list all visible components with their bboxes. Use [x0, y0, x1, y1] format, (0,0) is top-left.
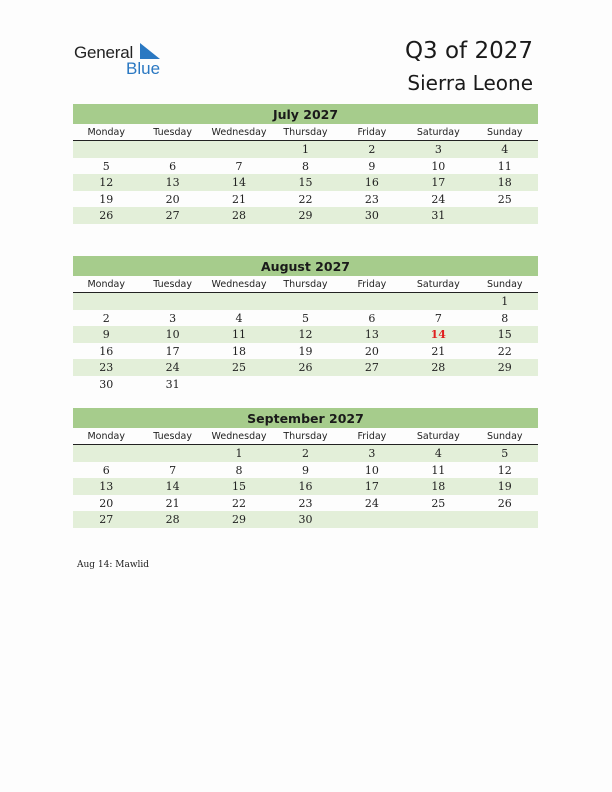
weekday-label: Sunday: [486, 279, 523, 290]
day-cell: [206, 293, 272, 310]
day-cell: 5: [102, 159, 110, 173]
day-cell: 25: [431, 496, 446, 510]
weekday-label: Thursday: [283, 279, 328, 290]
weekday-label: Wednesday: [211, 431, 267, 442]
month-title: July 2027: [73, 104, 538, 124]
day-cell: 29: [497, 361, 512, 374]
day-cell: 28: [165, 513, 180, 526]
day-cell: 16: [99, 344, 114, 358]
day-cell: 26: [497, 496, 512, 510]
month-calendar: [73, 256, 538, 392]
weekday-label: Wednesday: [211, 279, 267, 290]
day-cell: [339, 293, 405, 310]
day-cell: 4: [434, 447, 442, 460]
day-cell: 16: [298, 480, 313, 493]
weekday-label: Monday: [87, 279, 125, 290]
day-cell: 5: [301, 311, 309, 325]
day-cell: 11: [431, 463, 446, 477]
week-row: [73, 310, 538, 327]
weekday-header-row: [73, 124, 538, 141]
day-cell: 12: [497, 463, 512, 477]
day-cell: 21: [431, 344, 446, 358]
month-calendar: [73, 408, 538, 528]
week-row: [73, 158, 538, 175]
day-cell: [73, 293, 139, 310]
day-cell: 18: [232, 344, 247, 358]
weekday-label: Tuesday: [153, 279, 192, 290]
day-cell: [339, 376, 405, 393]
weekday-label: Wednesday: [211, 127, 267, 138]
day-cell: 7: [235, 159, 243, 173]
holiday-note: Aug 14: Mawlid: [77, 560, 150, 570]
day-cell: [139, 141, 205, 158]
day-cell: 19: [497, 480, 512, 493]
week-row: [73, 174, 538, 191]
day-cell: 13: [99, 480, 114, 493]
month-title: August 2027: [73, 256, 538, 276]
day-cell: 30: [298, 513, 313, 526]
day-cell: 28: [232, 209, 247, 222]
day-cell: 20: [165, 192, 180, 206]
day-cell: 7: [434, 311, 442, 325]
day-cell: 17: [431, 176, 446, 189]
day-cell: 18: [497, 176, 512, 189]
page-title: Q3 of 2027: [404, 38, 533, 64]
day-cell: 11: [232, 328, 247, 341]
day-cell: [206, 376, 272, 393]
day-cell: 9: [368, 159, 376, 173]
day-cell: 19: [99, 192, 114, 206]
day-cell: 11: [497, 159, 512, 173]
day-cell: 31: [165, 377, 180, 391]
day-cell: 27: [364, 361, 379, 374]
weekday-label: Tuesday: [153, 431, 192, 442]
weekday-label: Friday: [357, 279, 387, 290]
day-cell: 23: [364, 192, 379, 206]
weekday-label: Friday: [357, 127, 387, 138]
day-cell: 1: [501, 295, 509, 308]
day-cell: 13: [165, 176, 180, 189]
day-cell: 20: [364, 344, 379, 358]
brand-logo: [74, 43, 174, 79]
holiday-day-cell: 14: [430, 328, 446, 341]
country-name: Sierra Leone: [407, 71, 533, 95]
day-cell: 24: [165, 361, 180, 374]
day-cell: 10: [364, 463, 379, 477]
month-title: September 2027: [73, 408, 538, 428]
day-cell: 3: [169, 311, 177, 325]
weekday-label: Sunday: [486, 127, 523, 138]
day-cell: [139, 445, 205, 462]
day-cell: 10: [165, 328, 180, 341]
day-cell: 9: [102, 328, 110, 341]
weekday-label: Saturday: [416, 279, 460, 290]
weekday-label: Monday: [87, 127, 125, 138]
week-row: [73, 207, 538, 224]
day-cell: 18: [431, 480, 446, 493]
day-cell: 25: [497, 192, 512, 206]
day-cell: 2: [102, 311, 110, 325]
day-cell: 26: [99, 209, 114, 222]
month-calendar: [73, 104, 538, 224]
day-cell: 8: [235, 463, 243, 477]
day-cell: [405, 293, 471, 310]
day-cell: [272, 293, 338, 310]
day-cell: 25: [232, 361, 247, 374]
day-cell: 8: [501, 311, 509, 325]
day-cell: 22: [497, 344, 512, 358]
week-row: [73, 326, 538, 343]
day-cell: 31: [431, 209, 446, 222]
week-row: [73, 359, 538, 376]
weekday-label: Saturday: [416, 127, 460, 138]
weekday-header-row: [73, 428, 538, 445]
day-cell: 2: [301, 447, 309, 460]
weekday-label: Friday: [357, 431, 387, 442]
day-cell: [73, 445, 139, 462]
day-cell: 24: [431, 192, 446, 206]
day-cell: 27: [165, 209, 180, 222]
day-cell: 5: [501, 447, 509, 460]
day-cell: [139, 293, 205, 310]
day-cell: 4: [235, 311, 243, 325]
day-cell: 2: [368, 143, 376, 156]
day-cell: 14: [165, 480, 180, 493]
week-row: [73, 478, 538, 495]
day-cell: [472, 511, 538, 528]
week-row: [73, 141, 538, 158]
day-cell: [272, 376, 338, 393]
day-cell: [73, 141, 139, 158]
day-cell: 19: [298, 344, 313, 358]
day-cell: 7: [169, 463, 177, 477]
day-cell: 27: [99, 513, 114, 526]
week-row: [73, 445, 538, 462]
day-cell: 6: [368, 311, 376, 325]
week-row: [73, 511, 538, 528]
day-cell: 22: [298, 192, 313, 206]
week-row: [73, 343, 538, 360]
day-cell: 28: [431, 361, 446, 374]
day-cell: [472, 376, 538, 393]
day-cell: 1: [301, 143, 309, 156]
weekday-label: Thursday: [283, 127, 328, 138]
logo-text-blue: Blue: [126, 59, 161, 78]
day-cell: 22: [232, 496, 247, 510]
day-cell: [472, 207, 538, 224]
week-row: [73, 191, 538, 208]
day-cell: 23: [298, 496, 313, 510]
day-cell: 10: [431, 159, 446, 173]
day-cell: 13: [364, 328, 379, 341]
day-cell: 3: [368, 447, 376, 460]
day-cell: 20: [99, 496, 114, 510]
day-cell: 29: [298, 209, 313, 222]
day-cell: 26: [298, 361, 313, 374]
day-cell: 12: [298, 328, 313, 341]
day-cell: 1: [235, 447, 243, 460]
day-cell: 6: [102, 463, 110, 477]
week-row: [73, 376, 538, 393]
day-cell: [405, 511, 471, 528]
day-cell: 29: [232, 513, 247, 526]
day-cell: 3: [434, 143, 442, 156]
day-cell: [339, 511, 405, 528]
day-cell: 17: [165, 344, 180, 358]
day-cell: 21: [165, 496, 180, 510]
day-cell: 15: [232, 480, 247, 493]
day-cell: 15: [497, 328, 512, 341]
week-row: [73, 293, 538, 310]
day-cell: 16: [364, 176, 379, 189]
day-cell: [206, 141, 272, 158]
weekday-label: Sunday: [486, 431, 523, 442]
day-cell: 9: [301, 463, 309, 477]
weekday-label: Thursday: [283, 431, 328, 442]
weekday-label: Tuesday: [153, 127, 192, 138]
week-row: [73, 462, 538, 479]
day-cell: 23: [99, 361, 114, 374]
day-cell: 14: [232, 176, 247, 189]
logo-triangle-icon: [140, 43, 160, 59]
day-cell: 8: [301, 159, 309, 173]
day-cell: 12: [99, 176, 114, 189]
week-row: [73, 495, 538, 512]
weekday-header-row: [73, 276, 538, 293]
day-cell: 30: [364, 209, 379, 222]
day-cell: 4: [501, 143, 509, 156]
day-cell: [405, 376, 471, 393]
day-cell: 15: [298, 176, 313, 189]
weekday-label: Saturday: [416, 431, 460, 442]
day-cell: 17: [364, 480, 379, 493]
weekday-label: Monday: [87, 431, 125, 442]
logo-text-general: General: [74, 43, 134, 62]
day-cell: 6: [169, 159, 177, 173]
day-cell: 30: [99, 377, 114, 391]
day-cell: 21: [232, 192, 247, 206]
day-cell: 24: [364, 496, 379, 510]
